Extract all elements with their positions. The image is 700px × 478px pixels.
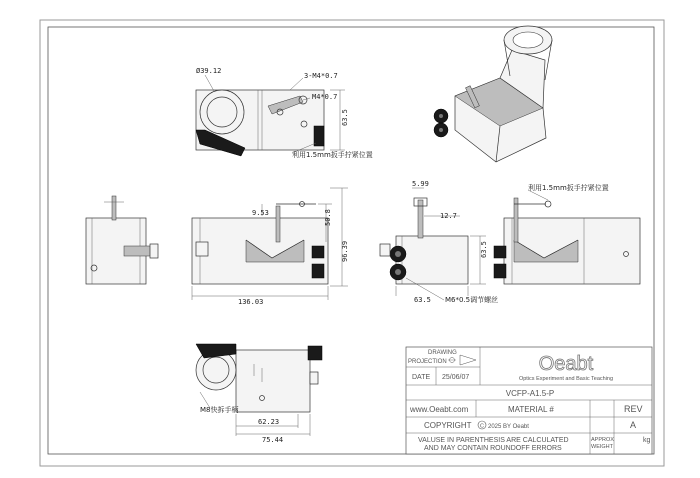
dim-m4: M4*0.7 — [312, 93, 338, 101]
rev-label: REV — [624, 404, 643, 414]
disclaimer-line-1: VALUSE IN PARENTHESIS ARE CALCULATED — [418, 437, 569, 444]
title-block — [406, 347, 652, 454]
dim-63-5-right: 63.5 — [480, 241, 488, 258]
dim-top-height: 63.5 — [341, 109, 349, 126]
dim-75-44: 75.44 — [262, 436, 284, 444]
top-view — [196, 67, 373, 159]
copyright-text: 2025 BY Oeabt — [488, 424, 529, 430]
company-subtitle: Optics Experiment and Basic Teaching — [518, 376, 614, 382]
dim-9-53: 9.53 — [252, 209, 269, 217]
dim-62-23: 62.23 — [258, 418, 280, 426]
approx-label: APPROX — [591, 437, 614, 443]
disclaimer-line-2: AND MAY CONTAIN ROUNDOFF ERRORS — [424, 445, 562, 452]
dim-thread: 3-M4*0.7 — [304, 72, 338, 80]
weight-label: WEIGHT — [591, 444, 613, 450]
note-m8-handle: M8快拆手柄 — [200, 406, 239, 414]
svg-text:C: C — [480, 423, 484, 430]
date-label: DATE — [412, 374, 431, 381]
note-wrench-right: 利用1.5mm扳手拧紧位置 — [528, 184, 609, 192]
far-right-view — [494, 183, 640, 284]
dim-50-8: 50.8 — [324, 209, 332, 226]
projection-label: PROJECTION — [408, 359, 447, 365]
dim-63-5-bottom: 63.5 — [414, 296, 431, 304]
note-adjust-screw: M6*0.5调节螺丝 — [445, 296, 499, 304]
drawing-label: DRAWING — [428, 350, 457, 356]
copyright-label: COPYRIGHT — [424, 421, 472, 430]
note-wrench-top: 利用1.5mm扳手拧紧位置 — [292, 151, 373, 159]
bottom-view — [196, 344, 322, 444]
website: www.Oeabt.com — [410, 405, 469, 414]
front-view — [192, 188, 349, 306]
isometric-view — [434, 26, 552, 162]
dim-diameter: Ø39.12 — [196, 67, 222, 75]
left-side-view — [86, 196, 158, 284]
dim-5-99: 5.99 — [412, 180, 429, 188]
dim-12-7: 12.7 — [440, 212, 457, 220]
weight-unit: kg — [643, 437, 651, 444]
company-logo: Oeabt — [538, 353, 594, 375]
dim-136-03: 136.03 — [238, 298, 264, 306]
dim-96-39: 96.39 — [341, 240, 349, 262]
material-label: MATERIAL # — [508, 405, 554, 414]
right-view — [380, 180, 498, 304]
rev-value: A — [630, 420, 637, 430]
date-value: 25/06/07 — [442, 374, 470, 381]
part-number: VCFP-A1.5-P — [505, 389, 555, 398]
